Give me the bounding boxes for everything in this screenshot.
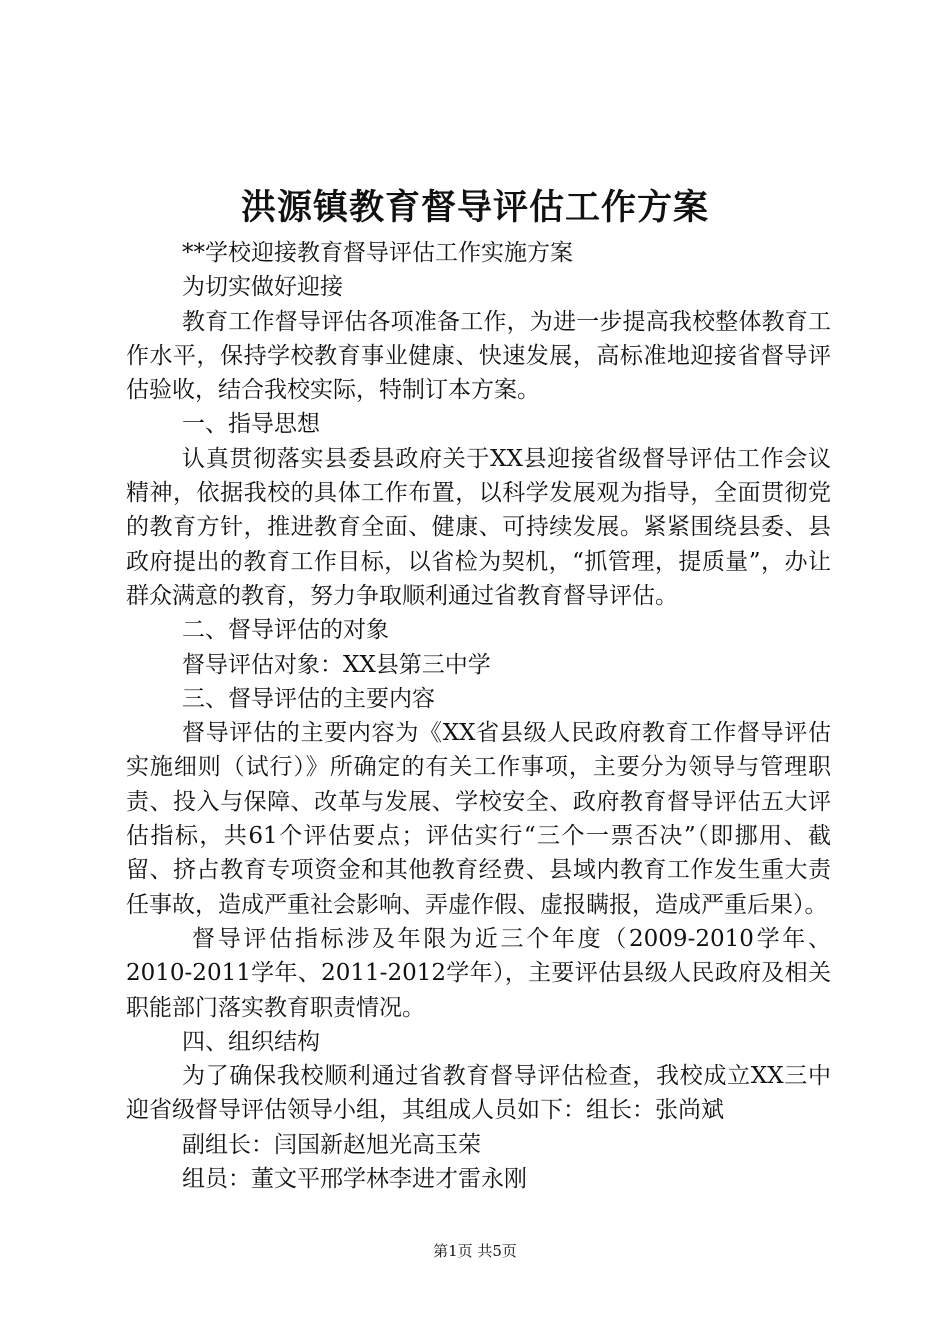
section-heading-content: 三、督导评估的主要内容	[182, 685, 435, 712]
paragraph-organization: 为了确保我校顺利通过省教育督导评估检查，我校成立XX三中迎省级督导评估领导小组，其组成人员如下：组长：张尚斌	[126, 1063, 831, 1124]
section-heading-organization: 四、组织结构	[182, 1028, 320, 1055]
paragraph-subtitle: **学校迎接教育督导评估工作实施方案	[182, 240, 573, 266]
paragraph-time-range: 督导评估指标涉及年限为近三个年度（2009-2010学年、2010-2011学年、2011-2012学年），主要评估县级人民政府及相关职能部门落实教育职责情况。	[126, 925, 831, 1021]
paragraph-intro: 教育工作督导评估各项准备工作，为进一步提高我校整体教育工作水平，保持学校教育事业健康、快速发展，高标准地迎接省督导评估验收，结合我校实际，特制订本方案。	[126, 308, 831, 404]
document-body	[126, 236, 831, 1196]
section-heading-target: 二、督导评估的对象	[182, 617, 389, 644]
document-title: 洪源镇教育督导评估工作方案	[240, 187, 709, 228]
paragraph-content: 督导评估的主要内容为《XX省县级人民政府教育工作督导评估实施细则（试行）》所确定的有关工作事项，主要分为领导与管理职责、投入与保障、改革与发展、学校安全、政府教育督导评估五大评估指标，共61个评估要点；评估实行“三个一票否决”（即挪用、截留、挤占教育专项资金和其他教育经费、县域内教育工作发生重大责任事故，造成严重社会影响、弄虚作假、虚报瞒报，造成严重后果）。	[126, 720, 831, 918]
paragraph-guiding-thought: 认真贯彻落实县委县政府关于XX县迎接省级督导评估工作会议精神，依据我校的具体工作布置，以科学发展观为指导，全面贯彻党的教育方针，推进教育全面、健康、可持续发展。紧紧围绕县委、县政府提出的教育工作目标，以省检为契机，“抓管理，提质量”，办让群众满意的教育，努力争取顺利通过省教育督导评估。	[126, 445, 831, 609]
paragraph-vice-leaders: 副组长：闫国新赵旭光高玉荣	[182, 1131, 481, 1158]
paragraph-target: 督导评估对象：XX县第三中学	[182, 651, 491, 678]
paragraph-members: 组员：董文平邢学林李进才雷永刚	[182, 1166, 527, 1193]
section-heading-guiding-thought: 一、指导思想	[182, 411, 320, 438]
paragraph-intro-line: 为切实做好迎接	[182, 274, 343, 301]
page-number: 第1页 共5页	[433, 1242, 517, 1260]
